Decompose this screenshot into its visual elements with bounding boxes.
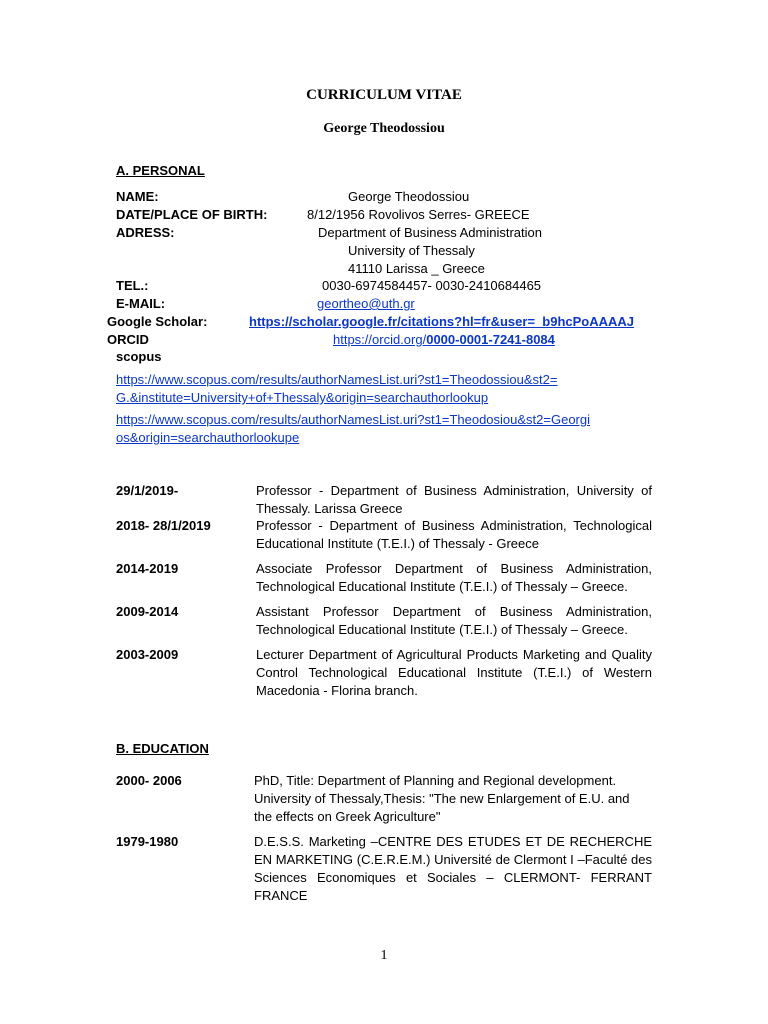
education-period: 1979-1980 bbox=[116, 834, 179, 849]
address-line-3: 41110 Larissa _ Greece bbox=[348, 261, 485, 276]
tel-value: 0030-6974584457- 0030-2410684465 bbox=[322, 278, 542, 293]
author-name: George Theodossiou bbox=[323, 121, 445, 136]
address-label: ADRESS: bbox=[116, 225, 175, 240]
birth-value: 8/12/1956 Rovolivos Serres- GREECE bbox=[307, 207, 530, 222]
position-description: Professor - Department of Business Administration, Technological Educational Institute (T.E.I.) of Thessaly - Greece bbox=[256, 518, 652, 551]
position-period: 29/1/2019- bbox=[116, 483, 179, 498]
education-description: D.E.S.S. Marketing –CENTRE DES ETUDES ET DE RECHERCHE EN MARKETING (C.E.R.E.M.) Université de Clermont I –Faculté des Sciences Economiques et Sociales – CLERMONT- FERRANT FRANCE bbox=[254, 834, 652, 903]
document-title: CURRICULUM VITAE bbox=[306, 87, 462, 103]
page-number: 1 bbox=[380, 948, 388, 963]
position-period: 2003-2009 bbox=[116, 647, 179, 662]
address-line-1: Department of Business Administration bbox=[318, 225, 542, 240]
position-description: Lecturer Department of Agricultural Products Marketing and Quality Control Technological Educational Institute (T.E.I.) of Western Macedonia - Florina branch. bbox=[256, 647, 652, 698]
position-period: 2014-2019 bbox=[116, 561, 179, 576]
position-period: 2009-2014 bbox=[116, 604, 179, 619]
email-label: E-MAIL: bbox=[116, 296, 166, 311]
scopus-link-1-line-2[interactable]: G.&institute=University+of+Thessaly&origin=searchauthorlookup bbox=[116, 390, 489, 405]
address-line-2: University of Thessaly bbox=[348, 243, 475, 258]
section-heading-education: B. EDUCATION bbox=[116, 741, 209, 756]
education-line: the effects on Greek Agriculture" bbox=[254, 809, 441, 824]
position-period: 2018- 28/1/2019 bbox=[116, 518, 211, 533]
scopus-link-2-line-1[interactable]: https://www.scopus.com/results/authorNamesList.uri?st1=Theodosiou&st2=Georgi bbox=[116, 412, 591, 427]
scopus-link-2-line-2[interactable]: os&origin=searchauthorlookupe bbox=[116, 430, 300, 445]
section-heading-personal: A. PERSONAL bbox=[116, 163, 205, 178]
education-line: University of Thessaly,Thesis: "The new Enlargement of E.U. and bbox=[254, 791, 630, 806]
position-description: Assistant Professor Department of Business Administration, Technological Educational Institute (T.E.I.) of Thessaly – Greece. bbox=[256, 604, 652, 637]
tel-label: TEL.: bbox=[116, 278, 149, 293]
name-value: George Theodossiou bbox=[348, 189, 470, 204]
orcid-label: ORCID bbox=[107, 332, 149, 347]
orcid-id: 0000-0001-7241-8084 bbox=[426, 332, 555, 347]
education-period: 2000- 2006 bbox=[116, 773, 182, 788]
orcid-link[interactable] bbox=[333, 331, 555, 349]
name-label: NAME: bbox=[116, 189, 159, 204]
position-description: Professor - Department of Business Administration, University of Thessaly. Larissa Greece bbox=[256, 483, 652, 516]
orcid-prefix: https://orcid.org/ bbox=[333, 332, 427, 347]
scopus-link-1-line-1[interactable]: https://www.scopus.com/results/authorNamesList.uri?st1=Theodossiou&st2= bbox=[116, 372, 558, 387]
email-link[interactable]: geortheo@uth.gr bbox=[317, 296, 415, 311]
birth-label: DATE/PLACE OF BIRTH: bbox=[116, 207, 268, 222]
scopus-label: scopus bbox=[116, 349, 162, 364]
scholar-label: Google Scholar: bbox=[107, 314, 208, 329]
position-description: Associate Professor Department of Business Administration, Technological Educational Institute (T.E.I.) of Thessaly – Greece. bbox=[256, 561, 652, 594]
education-line: PhD, Title: Department of Planning and Regional development. bbox=[254, 773, 617, 788]
scholar-link[interactable]: https://scholar.google.fr/citations?hl=fr&user=_b9hcPoAAAAJ bbox=[249, 314, 635, 329]
